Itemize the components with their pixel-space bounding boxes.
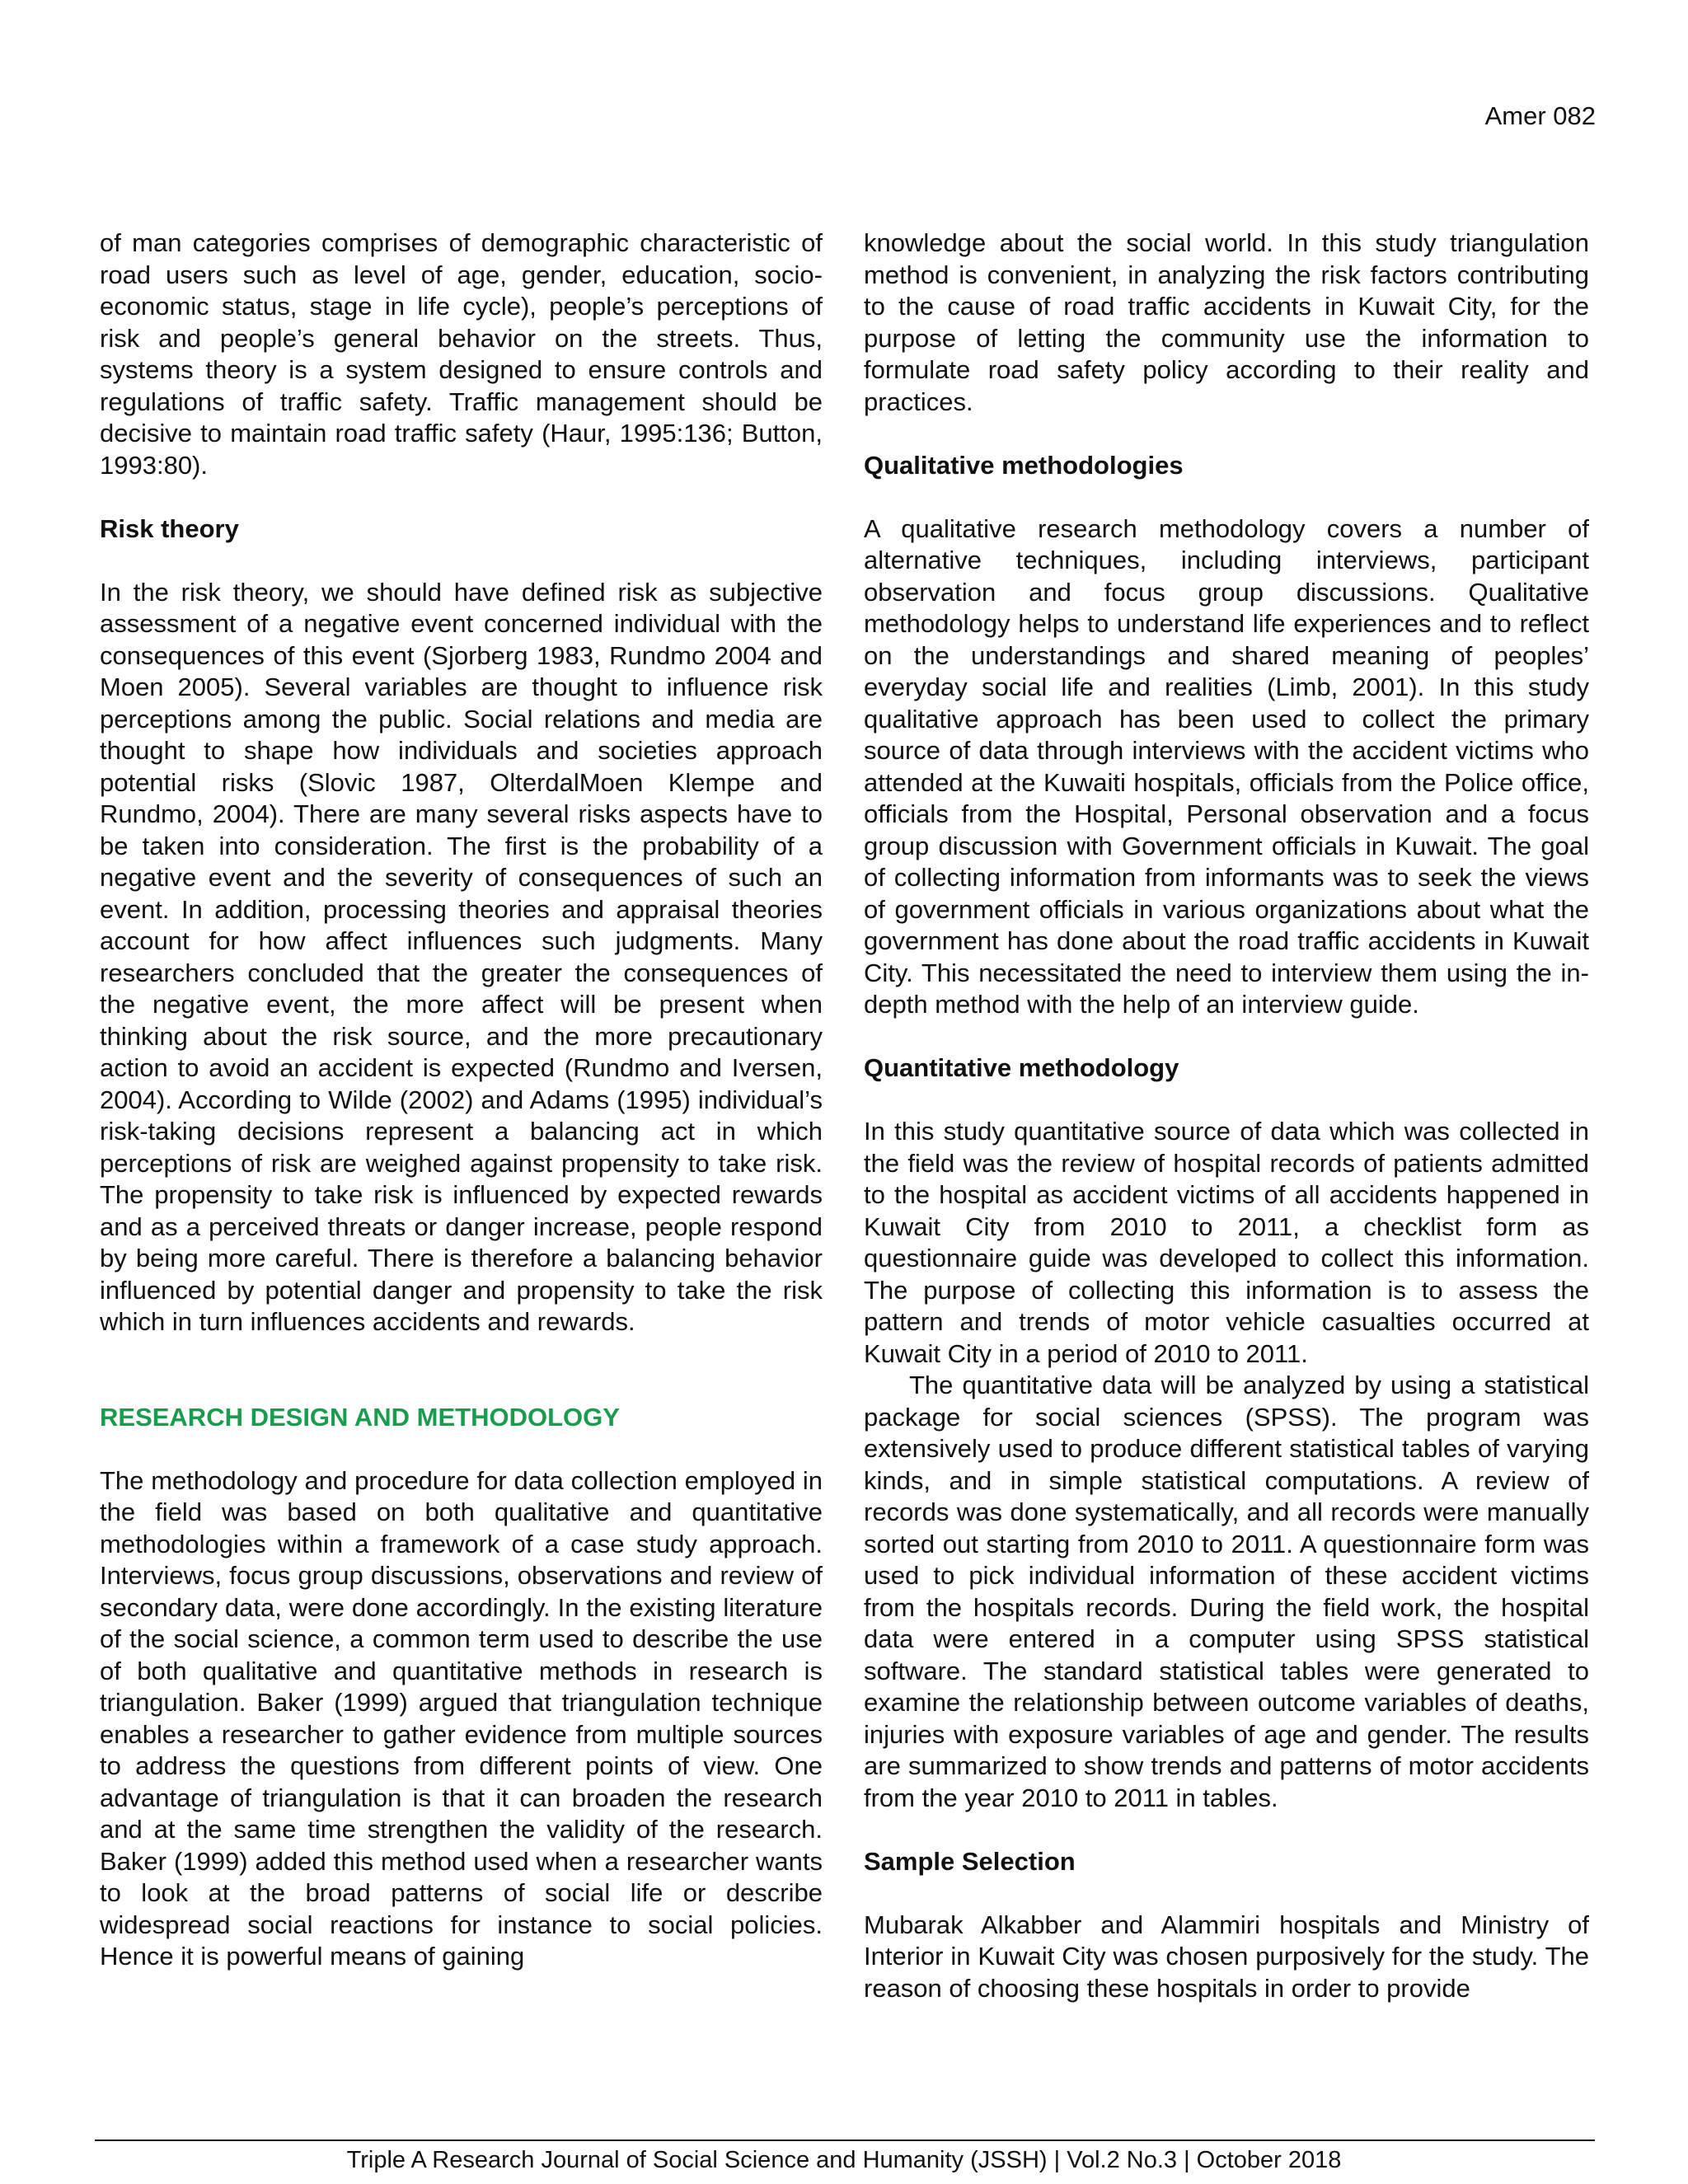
right-column bbox=[864, 227, 1589, 2004]
risk-theory-paragraph: In the risk theory, we should have defined risk as subjective assessment of a negative event concerned individual with the consequences of this event (Sjorberg 1983, Rundmo 2004 and Moen 2005). Several variables are thought to influence risk perceptions among the public. Social relations and media are thought to shape how individuals and societies approach potential risks (Slovic 1987, OlterdalMoen Klempe and Rundmo, 2004). There are many several risks aspects have to be taken into consideration. The first is the probability of a negative event and the severity of consequences of such an event. In addition, processing theories and appraisal theories account for how affect influences such judgments. Many researchers concluded that the greater the consequences of the negative event, the more affect will be present when thinking about the risk source, and the more precautionary action to avoid an accident is expected (Rundmo and Iversen, 2004). According to Wilde (2002) and Adams (1995) individual’s risk-taking decisions represent a balancing act in which perceptions of risk are weighed against propensity to take risk. The propensity to take risk is influenced by expected rewards and as a perceived threats or danger increase, people respond by being more careful. There is therefore a balancing behavior influenced by potential danger and propensity to take the risk which in turn influences accidents and rewards. bbox=[100, 577, 823, 1336]
page-number-header: Amer 082 bbox=[1484, 101, 1596, 130]
sample-selection-heading: Sample Selection bbox=[864, 1846, 1076, 1876]
intro-paragraph: of man categories comprises of demographic characteristic of road users such as level of age, gender, education, socio-economic status, stage in life cycle), people’s perceptions of risk and people’s general behavior on the streets. Thus, systems theory is a system designed to ensure controls and regulations of traffic safety. Traffic management should be decisive to maintain road traffic safety (Haur, 1995:136; Button, 1993:80). bbox=[100, 228, 823, 480]
quantitative-heading: Quantitative methodology bbox=[864, 1053, 1179, 1082]
research-design-heading: RESEARCH DESIGN AND METHODOLOGY bbox=[100, 1402, 620, 1432]
journal-footer: Triple A Research Journal of Social Science and Humanity (JSSH) | Vol.2 No.3 | October 2018 bbox=[346, 2147, 1342, 2173]
continuation-paragraph: knowledge about the social world. In this study triangulation method is convenient, in analyzing the risk factors contributing to the cause of road traffic accidents in Kuwait City, for the purpose of letting the community use the information to formulate road safety policy according to their reality and practices. bbox=[864, 228, 1589, 416]
methodology-paragraph: The methodology and procedure for data collection employed in the field was based on both qualitative and quantitative methodologies within a framework of a case study approach. Interviews, focus group discussions, observations and review of secondary data, were done accordingly. In the existing literature of the social science, a common term used to describe the use of both qualitative and quantitative methods in research is triangulation. Baker (1999) argued that triangulation technique enables a researcher to gather evidence from multiple sources to address the questions from different points of view. One advantage of triangulation is that it can broaden the research and at the same time strengthen the validity of the research. Baker (1999) added this method used when a researcher wants to look at the broad patterns of social life or describe widespread social reactions for instance to social policies. Hence it is powerful means of gaining bbox=[100, 1465, 823, 1971]
left-column bbox=[100, 227, 823, 1973]
footer-divider bbox=[95, 2139, 1595, 2141]
quantitative-paragraph-1: In this study quantitative source of data which was collected in the field was the review of hospital records of patients admitted to the hospital as accident victims of all accidents happened in Kuwait City from 2010 to 2011, a checklist form as questionnaire guide was developed to collect this information. The purpose of collecting this information is to assess the pattern and trends of motor vehicle casualties occurred at Kuwait City in a period of 2010 to 2011. bbox=[864, 1117, 1589, 1368]
risk-theory-heading: Risk theory bbox=[100, 513, 239, 543]
qualitative-paragraph: A qualitative research methodology covers a number of alternative techniques, including interviews, participant observation and focus group discussions. Qualitative methodology helps to understand life experiences and to reflect on the understandings and shared meaning of peoples’ everyday social life and realities (Limb, 2001). In this study qualitative approach has been used to collect the primary source of data through interviews with the accident victims who attended at the Kuwaiti hospitals, officials from the Police office, officials from the Hospital, Personal observation and a focus group discussion with Government officials in Kuwait. The goal of collecting information from informants was to seek the views of government officials in various organizations about what the government has done about the road traffic accidents in Kuwait City. This necessitated the need to interview them using the in-depth method with the help of an interview guide. bbox=[864, 513, 1589, 1019]
sample-selection-paragraph: Mubarak Alkabber and Alammiri hospitals and Ministry of Interior in Kuwait City was chosen purposively for the study. The reason of choosing these hospitals in order to provide bbox=[864, 1910, 1589, 2003]
quantitative-paragraph-2: The quantitative data will be analyzed by using a statistical package for social sciences (SPSS). The program was extensively used to produce different statistical tables of varying kinds, and in simple statistical computations. A review of records was done systematically, and all records were manually sorted out starting from 2010 to 2011. A questionnaire form was used to pick individual information of these accident victims from the hospitals records. During the field work, the hospital data were entered in a computer using SPSS statistical software. The standard statistical tables were generated to examine the relationship between outcome variables of deaths, injuries with exposure variables of age and gender. The results are summarized to show trends and patterns of motor accidents from the year 2010 to 2011 in tables. bbox=[864, 1371, 1589, 1812]
qualitative-heading: Qualitative methodologies bbox=[864, 450, 1184, 480]
